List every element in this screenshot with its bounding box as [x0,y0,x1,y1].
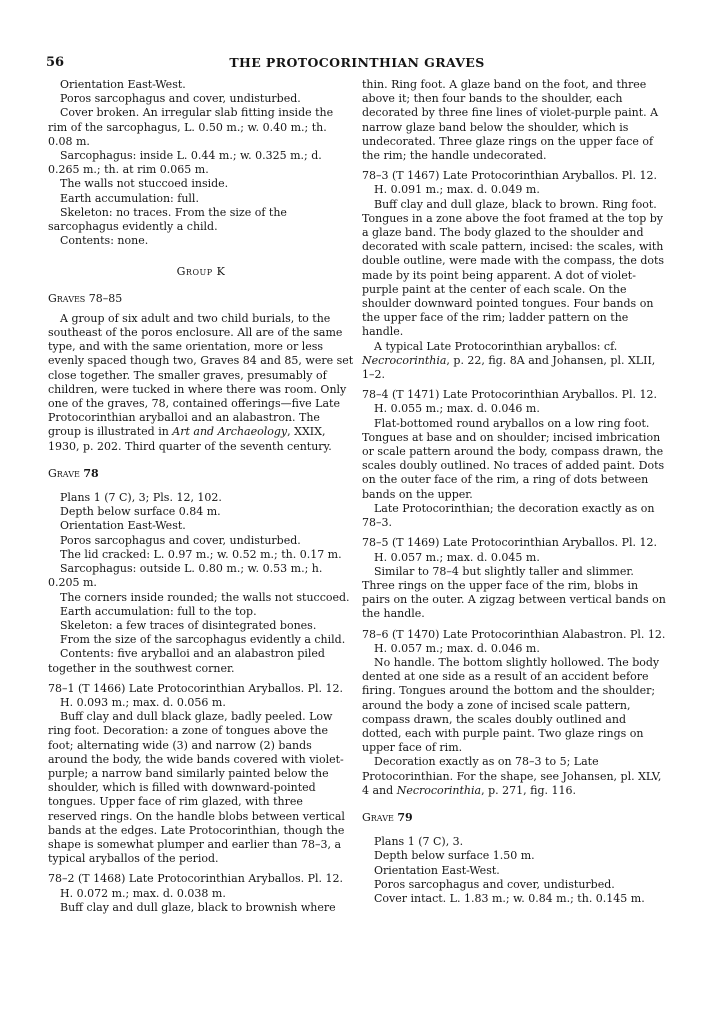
grave-field: Earth accumulation: full. [60,191,199,205]
grave-field: Poros sarcophagus and cover, undisturbed. [374,877,615,891]
catalogue-entry-heading: 78–4 (T 1471) Late Protocorinthian Aryballos. Pl. 12. [362,388,658,402]
catalogue-entry-dimensions: H. 0.072 m.; max. d. 0.038 m. [60,886,226,900]
catalogue-entry-dimensions: H. 0.091 m.; max. d. 0.049 m. [374,183,540,197]
grave-field: The walls not stuccoed inside. [60,177,229,191]
grave-field: Sarcophagus: outside L. 0.80 m.; w. 0.53 m.; h. 0.205 m. [48,562,323,590]
grave-79-heading: Grave 79 [362,810,413,824]
running-head [46,55,668,73]
grave-field: Orientation East-West. [60,519,186,533]
catalogue-entry-heading: 78–5 (T 1469) Late Protocorinthian Aryballos. Pl. 12. [362,536,658,550]
catalogue-entry-description: Buff clay and dull glaze, black to brown. Ring foot. Tongues in a zone above the foot framed at the top by a glaze band. The body glazed to the shoulder and decorated with scale pattern, incised: the scales, with double outline, were made with the compass, the dots made by its point being apparent. A dot of violet-purple paint at the center of each scale. On the shoulder downward pointed tongues. Four bands on the upper face of the rim; ladder pattern on the handle. [362,197,665,339]
grave-field: Plans 1 (7 C), 3; Pls. 12, 102. [60,491,222,505]
catalogue-entry-dimensions: H. 0.057 m.; max. d. 0.046 m. [374,641,540,655]
left-column [48,78,354,915]
grave-field: Contents: none. [60,234,149,248]
book-title: Necrocorinthia [362,353,447,367]
grave-field: Cover intact. L. 1.83 m.; w. 0.84 m.; th. 0.145 m. [374,891,645,905]
grave-field: Contents: five aryballoi and an alabastron piled together in the southwest corner. [48,647,325,675]
grave-78-heading: Grave 78 [48,466,99,480]
grave-field: Skeleton: no traces. From the size of the sarcophagus evidently a child. [48,205,287,234]
grave-field: From the size of the sarcophagus evidently a child. [60,633,346,647]
catalogue-entry-description: Similar to 78–4 but slightly taller and slimmer. Three rings on the upper face of the rim, blobs in pairs on the outer. A zigzag between vertical bands on the handle. [362,564,666,621]
grave-field: The lid cracked: L. 0.97 m.; w. 0.52 m.; th. 0.17 m. [60,547,342,561]
catalogue-entry-note: Decoration exactly as on 78–3 to 5; Late Protocorinthian. For the shape, see Johansen, pl. XLV, 4 and Necrocorinthia, p. 271, fig. 116. [362,755,662,797]
catalogue-entry-dimensions: H. 0.055 m.; max. d. 0.046 m. [374,402,540,416]
journal-title: Art and Archaeology [172,425,288,439]
catalogue-entry-description: Buff clay and dull glaze, black to brownish where [60,900,336,914]
catalogue-entry-heading: 78–6 (T 1470) Late Protocorinthian Alabastron. Pl. 12. [362,627,666,641]
grave-field: Cover broken. An irregular slab fitting inside the rim of the sarcophagus, L. 0.50 m.; w. 0.40 m.; th. 0.08 m. [48,106,334,148]
catalogue-entry-dimensions: H. 0.093 m.; max. d. 0.056 m. [60,695,226,709]
grave-field: Orientation East-West. [60,78,186,91]
catalogue-entry-description: No handle. The bottom slightly hollowed. The body dented at one side as a result of an accident before firing. Tongues around the bottom and the shoulder; around the body a zone of incised scale pattern, compass drawn, the scales doubly outlined and dotted, each with purple paint. Two glaze rings on upper face of rim. [362,655,660,755]
group-heading: Group K [176,265,226,279]
grave-field: Skeleton: a few traces of disintegrated bones. [60,618,317,632]
grave-field: The corners inside rounded; the walls not stuccoed. [60,590,350,604]
running-title: THE PROTOCORINTHIAN GRAVES [229,55,485,70]
page-number: 56 [46,55,65,70]
catalogue-entry-heading: 78–3 (T 1467) Late Protocorinthian Aryballos. Pl. 12. [362,169,658,183]
catalogue-entry-description: Flat-bottomed round aryballos on a low ring foot. Tongues at base and on shoulder; incised imbrication or scale pattern around the body, compass drawn, the scales doubly outlined. No traces of added paint. Dots on the outer face of the rim, a ring of dots between bands on the upper. [362,416,665,501]
grave-field: Depth below surface 0.84 m. [60,505,221,519]
grave-field: Poros sarcophagus and cover, undisturbed. [60,92,301,106]
grave-field: Orientation East-West. [374,863,500,877]
grave-field: Sarcophagus: inside L. 0.44 m.; w. 0.325 m.; d. 0.265 m.; th. at rim 0.065 m. [48,149,322,177]
graves-range-heading: Graves 78–85 [48,291,123,305]
catalogue-entry-dimensions: H. 0.057 m.; max. d. 0.045 m. [374,550,540,564]
book-title: Necrocorinthia [396,783,482,797]
grave-field: Depth below surface 1.50 m. [374,849,535,863]
catalogue-entry-description: thin. Ring foot. A glaze band on the foot, and three above it; then four bands to the shoulder, each decorated by three fine lines of violet-purple paint. A narrow glaze band below the shoulder, which is undecorated. Three glaze rings on the upper face of the rim; the handle undecorated. [362,78,659,163]
catalogue-entry-note: Late Protocorinthian; the decoration exactly as on 78–3. [362,501,655,530]
right-column [362,78,668,906]
grave-field: Earth accumulation: full to the top. [60,604,257,618]
catalogue-entry-heading: 78–1 (T 1466) Late Protocorinthian Aryballos. Pl. 12. [48,681,344,695]
grave-field: Plans 1 (7 C), 3. [374,835,464,849]
catalogue-entry-description: Buff clay and dull black glaze, badly peeled. Low ring foot. Decoration: a zone of tongues above the foot; alternating wide (3) and narrow (2) bands around the body, the wide bands covered with violet-purple; a narrow band similarly painted below the shoulder, which is filled with downward-pointed tongues. Upper face of rim glazed, with three reserved rings. On the handle blobs between vertical bands at the edges. Late Protocorinthian, though the shape is somewhat plumper and earlier than 78–3, a typical aryballos of the period. [48,710,345,866]
catalogue-entry-note: A typical Late Protocorinthian aryballos: cf. Necrocorinthia, p. 22, fig. 8A and Johansen, pl. XLII, 1–2. [362,339,656,382]
group-description: A group of six adult and two child burials, to the southeast of the poros enclosure. All are of the same type, and with the same orientation, more or less evenly spaced though two, Graves 84 and 85, were set close together. The smaller graves, presumably of children, were tucked in where there was room. Only one of the graves, 78, contained offerings—five Late Protocorinthian aryballoi and an alabastron. The group is illustrated in Art and Archaeology, XXIX, 1930, p. 202. Third quarter of the seventh century. [48,311,354,453]
catalogue-entry-heading: 78–2 (T 1468) Late Protocorinthian Aryballos. Pl. 12. [48,872,344,886]
grave-field: Poros sarcophagus and cover, undisturbed. [60,533,301,547]
